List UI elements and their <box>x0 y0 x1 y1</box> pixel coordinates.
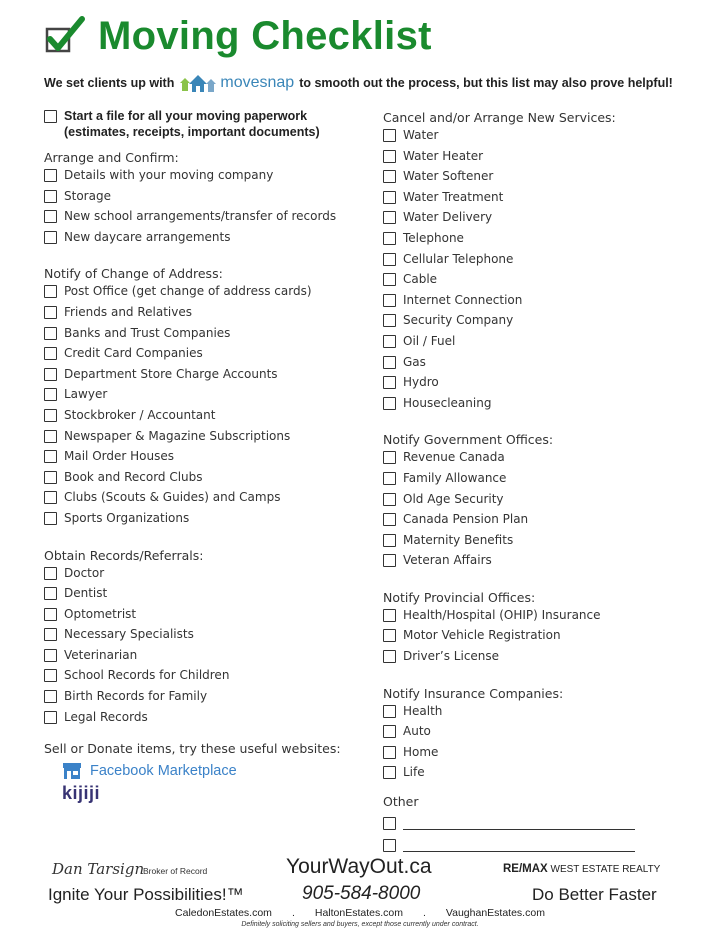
checkbox[interactable] <box>383 294 396 307</box>
checklist-item[interactable] <box>44 689 364 710</box>
checklist-item-label: Necessary Specialists <box>64 627 194 642</box>
blank-line[interactable] <box>403 839 635 852</box>
checklist-item-label: Maternity Benefits <box>403 532 514 547</box>
checklist-item-label: Canada Pension Plan <box>403 512 529 527</box>
site-link[interactable]: HaltonEstates.com <box>314 907 403 919</box>
checkbox[interactable] <box>383 766 396 779</box>
checklist-item[interactable] <box>383 128 703 149</box>
paperwork-line2: (estimates, receipts, important documents) <box>64 125 320 139</box>
disclaimer: Definitely soliciting sellers and buyers, except those currently under contract. <box>241 921 479 928</box>
checklist-item[interactable] <box>383 533 703 554</box>
checklist-item[interactable] <box>44 284 364 305</box>
checklist-item-label: Revenue Canada <box>403 450 505 465</box>
checkbox[interactable] <box>44 306 57 319</box>
checklist-item[interactable] <box>383 169 703 190</box>
checklist-item[interactable] <box>44 648 364 669</box>
intro-after: to smooth out the process, but this list may also prove helpful! <box>299 76 673 90</box>
checklist-item-label: Mail Order Houses <box>64 449 174 464</box>
checklist-item-label: Gas <box>403 354 426 369</box>
checklist-item-label: Health <box>403 703 443 718</box>
checkbox[interactable] <box>383 314 396 327</box>
checkbox[interactable] <box>44 587 57 600</box>
checklist-item[interactable] <box>44 566 364 587</box>
checkbox[interactable] <box>44 190 57 203</box>
checkbox[interactable] <box>383 650 396 663</box>
checkbox[interactable] <box>383 817 396 830</box>
checkbox[interactable] <box>44 491 57 504</box>
section-heading: Notify Insurance Companies: <box>383 685 564 701</box>
checklist-item[interactable] <box>44 429 364 450</box>
houses-icon <box>179 74 217 92</box>
checklist-item[interactable] <box>383 745 703 766</box>
checkbox[interactable] <box>383 609 396 622</box>
checklist-item-label: Water Heater <box>403 148 484 163</box>
checkbox[interactable] <box>383 493 396 506</box>
checklist-item-label: Clubs (Scouts & Guides) and Camps <box>64 490 281 505</box>
checklist-item[interactable] <box>44 449 364 470</box>
checklist-item-label: Old Age Security <box>403 491 504 506</box>
checklist-item[interactable] <box>383 512 703 533</box>
checkbox[interactable] <box>44 628 57 641</box>
checklist-item[interactable] <box>44 668 364 689</box>
checkbox[interactable] <box>44 471 57 484</box>
checklist-item-label: Life <box>403 765 425 780</box>
paperwork-line1: Start a file for all your moving paperwork <box>64 109 308 123</box>
checklist-item-label: Motor Vehicle Registration <box>403 628 561 643</box>
storefront-icon <box>62 762 82 780</box>
checkbox[interactable] <box>383 211 396 224</box>
checklist-item[interactable] <box>383 553 703 574</box>
checklist-item[interactable] <box>383 334 703 355</box>
checklist-item[interactable] <box>383 252 703 273</box>
checklist-item[interactable] <box>383 765 703 786</box>
checklist-item-label: Birth Records for Family <box>64 689 208 704</box>
movesnap-logo-text: movesnap <box>220 74 295 91</box>
checkbox[interactable] <box>383 170 396 183</box>
checklist-item-label: Legal Records <box>64 709 148 724</box>
checklist-item-label: Housecleaning <box>403 395 492 410</box>
remax-logo <box>503 863 660 875</box>
checklist-item[interactable] <box>44 367 364 388</box>
checklist-item-label: Water Softener <box>403 169 494 184</box>
checklist-item-label: New school arrangements/transfer of records <box>64 209 337 224</box>
remax-rest: WEST ESTATE REALTY <box>550 864 661 875</box>
checklist-item-label: Oil / Fuel <box>403 333 456 348</box>
checklist-item[interactable] <box>383 313 703 334</box>
checklist-item[interactable] <box>383 450 703 471</box>
checklist-item[interactable] <box>383 704 703 725</box>
kijiji-link[interactable]: kijiji <box>62 783 101 804</box>
section-gap <box>383 416 703 430</box>
checklist-item-label: Family Allowance <box>403 470 507 485</box>
checklist-item[interactable] <box>44 408 364 429</box>
checklist-item-label: Doctor <box>64 565 105 580</box>
checkbox[interactable] <box>383 472 396 485</box>
checkbox[interactable] <box>383 534 396 547</box>
section-heading: Notify Provincial Offices: <box>383 589 536 605</box>
checklist-item-label: Newspaper & Magazine Subscriptions <box>64 428 291 443</box>
checklist-item-label: Health/Hospital (OHIP) Insurance <box>403 607 601 622</box>
checklist-item[interactable] <box>383 649 703 670</box>
section-heading: Obtain Records/Referrals: <box>44 547 204 563</box>
checkbox[interactable] <box>383 554 396 567</box>
other-item-1[interactable] <box>383 812 703 834</box>
checklist-item-label: Telephone <box>403 230 464 245</box>
footer <box>0 855 720 931</box>
checkbox[interactable] <box>44 368 57 381</box>
checkbox[interactable] <box>44 169 57 182</box>
phone-number: 905-584-8000 <box>302 883 421 904</box>
blank-line[interactable] <box>403 817 635 830</box>
checklist-item-label: Storage <box>64 188 111 203</box>
checklist-item[interactable] <box>44 387 364 408</box>
section-gap <box>383 574 703 588</box>
checklist-item-label: Friends and Relatives <box>64 304 193 319</box>
checkbox[interactable] <box>44 285 57 298</box>
paperwork-label <box>64 108 320 140</box>
checkbox[interactable] <box>383 191 396 204</box>
section-gap <box>383 670 703 684</box>
checklist-item-label: Post Office (get change of address cards) <box>64 284 312 299</box>
checklist-item[interactable] <box>383 231 703 252</box>
checkbox[interactable] <box>44 690 57 703</box>
checklist-item[interactable] <box>44 230 364 251</box>
tagline-left: Ignite Your Possibilities!™ <box>48 885 244 904</box>
checklist-item-label: Details with your moving company <box>64 168 274 182</box>
checklist-item-paperwork[interactable] <box>44 108 364 140</box>
checklist-item[interactable] <box>44 305 364 326</box>
checklist-item[interactable] <box>44 586 364 607</box>
checklist-item[interactable] <box>44 470 364 491</box>
section-gap <box>44 532 364 546</box>
other-heading: Other <box>383 794 419 810</box>
checklist-item[interactable] <box>44 627 364 648</box>
checklist-item-label: Cable <box>403 272 438 287</box>
checkbox[interactable] <box>44 512 57 525</box>
intro-before: We set clients up with <box>44 76 175 90</box>
checklist-item[interactable] <box>383 272 703 293</box>
section-heading: Notify Government Offices: <box>383 432 554 448</box>
checklist-item[interactable] <box>383 375 703 396</box>
checkbox[interactable] <box>44 450 57 463</box>
movesnap-logo <box>179 74 294 92</box>
site-link[interactable]: CaledonEstates.com <box>175 907 272 919</box>
title-row <box>44 14 432 59</box>
checklist-item-label: Veteran Affairs <box>403 553 492 568</box>
checklist-item-label: Water Delivery <box>403 210 493 225</box>
checklist-item-label: New daycare arrangements <box>64 229 231 244</box>
checkbox[interactable] <box>383 746 396 759</box>
checklist-item-label: Security Company <box>403 313 514 328</box>
checkbox[interactable] <box>44 409 57 422</box>
remax-bold: RE/MAX <box>503 863 548 875</box>
checkbox[interactable] <box>383 451 396 464</box>
footer-sites <box>0 907 720 919</box>
facebook-marketplace-link[interactable] <box>62 760 364 782</box>
checklist-item-label: Cellular Telephone <box>403 251 514 266</box>
checklist-item[interactable] <box>44 346 364 367</box>
signature: Dan Tarsign <box>52 860 145 878</box>
separator: . <box>422 907 426 919</box>
checklist-item[interactable] <box>44 490 364 511</box>
checklist-item-label: Home <box>403 744 439 759</box>
checklist-item[interactable] <box>383 210 703 231</box>
checkbox[interactable] <box>383 705 396 718</box>
checkbox[interactable] <box>44 711 57 724</box>
checkmark-box-icon <box>44 15 88 59</box>
checkbox[interactable] <box>44 608 57 621</box>
checklist-item[interactable] <box>44 710 364 731</box>
checkbox[interactable] <box>383 376 396 389</box>
checklist-item-label: Sports Organizations <box>64 510 190 525</box>
intro-text <box>44 74 673 92</box>
checkbox[interactable] <box>44 388 57 401</box>
sell-donate-heading: Sell or Donate items, try these useful websites: <box>44 741 341 757</box>
checklist-item-label: Driver’s License <box>403 649 500 664</box>
brand-logo: YourWayOut.ca <box>286 855 432 878</box>
checklist-item-label: Optometrist <box>64 606 137 621</box>
section-gap <box>44 250 364 264</box>
section-heading: Notify of Change of Address: <box>44 266 223 282</box>
checkbox[interactable] <box>383 356 396 369</box>
tagline-right: Do Better Faster <box>532 885 657 904</box>
checklist-item-label: Lawyer <box>64 387 108 402</box>
other-item-2[interactable] <box>383 834 703 856</box>
checklist-item[interactable] <box>44 326 364 347</box>
checklist-item-label: Department Store Charge Accounts <box>64 366 278 381</box>
checklist-item[interactable] <box>383 396 703 417</box>
right-column <box>383 108 703 856</box>
checklist-item[interactable] <box>44 209 364 230</box>
checkbox[interactable] <box>383 397 396 410</box>
checklist-item[interactable] <box>44 607 364 628</box>
checklist-item[interactable] <box>383 149 703 170</box>
checkbox[interactable] <box>44 347 57 360</box>
checkbox[interactable] <box>44 430 57 443</box>
checkbox[interactable] <box>44 327 57 340</box>
checkbox[interactable] <box>383 129 396 142</box>
checklist-item[interactable] <box>44 189 364 210</box>
checklist-item-label: Banks and Trust Companies <box>64 325 231 340</box>
checkbox[interactable] <box>44 231 57 244</box>
section-heading: Cancel and/or Arrange New Services: <box>383 110 616 125</box>
checkbox[interactable] <box>44 110 57 123</box>
section-heading: Arrange and Confirm: <box>44 150 179 165</box>
checklist-item-label: School Records for Children <box>64 668 230 683</box>
left-sections <box>44 148 364 730</box>
checklist-item[interactable] <box>383 724 703 745</box>
checkbox[interactable] <box>44 210 57 223</box>
checklist-item-label: Auto <box>403 724 431 739</box>
checklist-item[interactable] <box>383 628 703 649</box>
site-link[interactable]: VaughanEstates.com <box>445 907 545 919</box>
checklist-item-label: Veterinarian <box>64 647 138 662</box>
page-title: Moving Checklist <box>98 14 432 58</box>
checklist-item[interactable] <box>383 492 703 513</box>
checklist-item[interactable] <box>383 471 703 492</box>
checklist-item[interactable] <box>44 511 364 532</box>
right-sections <box>383 108 703 786</box>
checklist-item-label: Hydro <box>403 375 439 390</box>
checklist-item-label: Book and Record Clubs <box>64 469 203 484</box>
checklist-item-label: Dentist <box>64 586 108 601</box>
checkbox[interactable] <box>383 335 396 348</box>
checklist-item-label: Water Treatment <box>403 189 504 204</box>
checklist-item[interactable] <box>383 293 703 314</box>
facebook-marketplace-text: Facebook Marketplace <box>90 763 237 780</box>
checkbox[interactable] <box>383 629 396 642</box>
checklist-item-label: Credit Card Companies <box>64 346 203 361</box>
checkbox[interactable] <box>44 669 57 682</box>
checkbox[interactable] <box>383 273 396 286</box>
checkbox[interactable] <box>383 253 396 266</box>
checklist-item-label: Stockbroker / Accountant <box>64 407 216 422</box>
checkbox[interactable] <box>383 725 396 738</box>
separator: . <box>291 907 295 919</box>
checkbox[interactable] <box>44 649 57 662</box>
checkbox[interactable] <box>44 567 57 580</box>
left-column <box>44 108 364 804</box>
broker-of-record: Broker of Record <box>143 866 208 876</box>
checklist-item-label: Water <box>403 128 439 142</box>
checklist-item-label: Internet Connection <box>403 292 523 307</box>
checklist-item[interactable] <box>383 608 703 629</box>
checklist-item[interactable] <box>383 190 703 211</box>
checklist-item[interactable] <box>383 355 703 376</box>
checkbox[interactable] <box>383 232 396 245</box>
checkbox[interactable] <box>383 513 396 526</box>
checklist-item[interactable] <box>44 168 364 189</box>
checkbox[interactable] <box>383 839 396 852</box>
checkbox[interactable] <box>383 150 396 163</box>
